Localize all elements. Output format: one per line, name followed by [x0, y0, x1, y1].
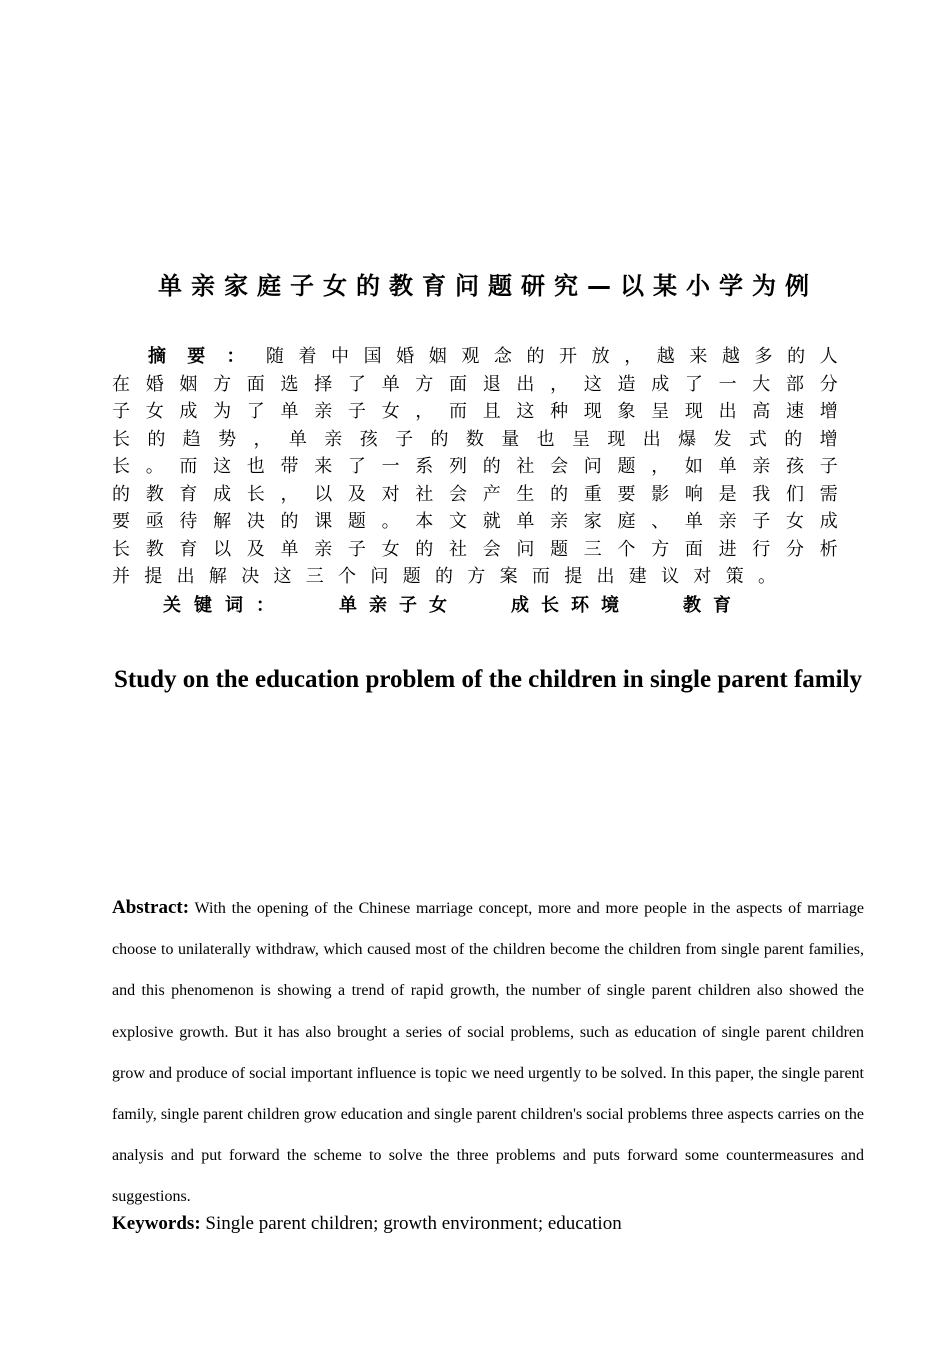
chinese-title: 单亲家庭子女的教育问题研究—以某小学为例 — [158, 272, 818, 300]
english-abstract — [112, 887, 864, 1218]
english-abstract-label: Abstract: — [112, 897, 190, 918]
english-abstract-text: With the opening of the Chinese marriage concept, more and more people in the aspects of marriage choose to unilaterally withdraw, which caused most of the children become the children from single parent families, and this phenomenon is showing a trend of rapid growth, the number of single parent children also showed the explosive growth. But it has also brought a series of social problems, such as education of single parent children grow and produce of social important influence is topic we need urgently to be solved. In this paper, the single parent family, single parent children grow education and single parent children's social problems three aspects carries on the analysis and put forward the scheme to solve the three problems and puts forward some countermeasures and suggestions. — [112, 900, 865, 1206]
english-keywords — [112, 1213, 622, 1235]
chinese-abstract-label: 摘要： — [148, 346, 266, 367]
chinese-keyword: 教育 — [683, 595, 743, 616]
english-keywords-text: Single parent children; growth environment; education — [205, 1213, 622, 1234]
chinese-keyword: 单亲子女 — [339, 595, 459, 616]
english-keywords-label: Keywords: — [112, 1213, 201, 1234]
chinese-keywords — [163, 591, 743, 617]
chinese-abstract — [112, 343, 852, 591]
chinese-keywords-label: 关键词： — [163, 595, 287, 616]
chinese-abstract-text: 随着中国婚姻观念的开放，越来越多的人在婚姻方面选择了单方面退出，这造成了一大部分子女成为了单亲子女，而且这种现象呈现出高速增长的趋势，单亲孩子的数量也呈现出爆发式的增长。而这也带来了一系列的社会问题，如单亲孩子的教育成长，以及对社会产生的重要影响是我们需要亟待解决的课题。本文就单亲家庭、单亲子女成长教育以及单亲子女的社会问题三个方面进行分析并提出解决这三个问题的方案而提出建议对策。 — [112, 346, 852, 587]
english-title: Study on the education problem of the children in single parent family — [114, 666, 862, 693]
chinese-keyword: 成长环境 — [511, 595, 631, 616]
